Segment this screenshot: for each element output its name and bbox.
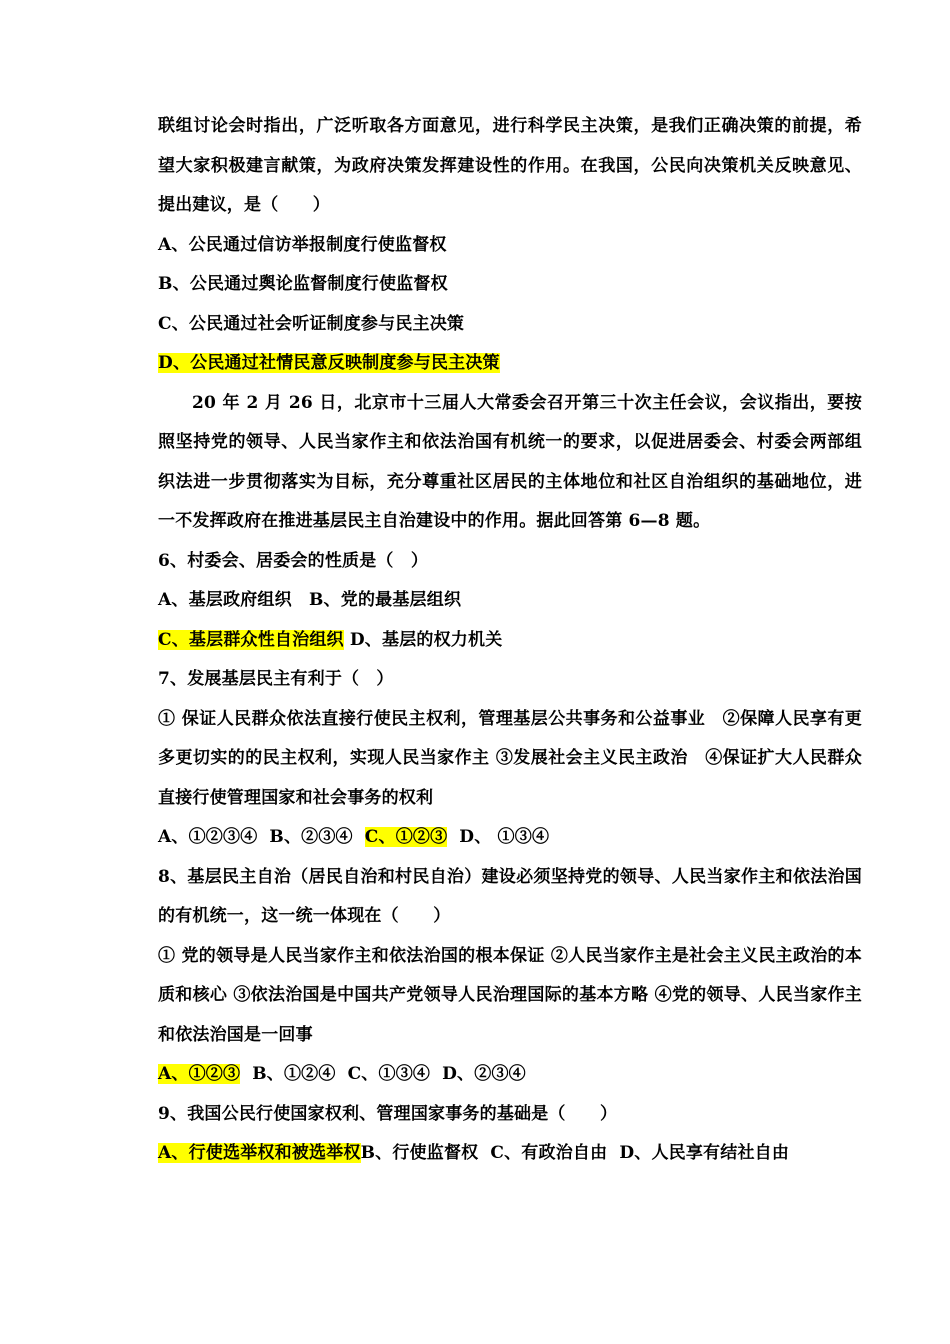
q8-option-b: B、①②④ (252, 1064, 336, 1084)
q8-option-a-answer: A、①②③ (158, 1064, 241, 1084)
q6-options-cd (158, 621, 862, 661)
q8-option-d: D、②③④ (442, 1064, 526, 1084)
q7-option-b: B、②③④ (269, 827, 353, 847)
q7-option-d: D、 ①③④ (459, 827, 550, 847)
q6-option-c-answer: C、基层群众性自治组织 (158, 629, 344, 650)
q9-option-c: C、有政治自由 (490, 1143, 608, 1163)
document-body (158, 107, 862, 1174)
q8-statements: ① 党的领导是人民当家作主和依法治国的根本保证 ②人民当家作主是社会主义民主政治的本质和核心 ③依法治国是中国共产党领导人民治理国际的基本方略 ④党的领导、人民当家作主和依法治国是一回事 (158, 945, 862, 1045)
q8-stem: 8、基层民主自治（居民自治和村民自治）建设必须坚持党的领导、人民当家作主和依法治国的有机统一，这一统一体现在（ ） (158, 866, 862, 926)
q6-option-d: D、基层的权力机关 (349, 629, 503, 650)
q9-options (158, 1134, 862, 1174)
q9-option-d: D、人民享有结社自由 (619, 1143, 790, 1163)
q8-option-c: C、①③④ (347, 1064, 431, 1084)
q5-option-c: C、公民通过社会听证制度参与民主决策 (158, 313, 465, 334)
q8-options (158, 1055, 862, 1095)
q9-option-a-answer: A、行使选举权和被选举权 (158, 1143, 361, 1163)
intro-paragraph-6-8: 20 年 2 月 26 日，北京市十三届人大常委会召开第三十次主任会议，会议指出，要按照坚持党的领导、人民当家作主和依法治国有机统一的要求，以促进居委会、村委会两部组织法进一步贯彻落实为目标，充分尊重社区居民的主体地位和社区自治组织的基础地位，进一不发挥政府在推进基层民主自治建设中的作用。据此回答第 6—8 题。 (158, 392, 862, 531)
q5-stem-continuation: 联组讨论会时指出，广泛听取各方面意见，进行科学民主决策，是我们正确决策的前提，希望大家积极建言献策，为政府决策发挥建设性的作用。在我国，公民向决策机关反映意见、提出建议，是（ ） (158, 116, 862, 215)
q9-option-b: B、行使监督权 (360, 1143, 479, 1163)
q9-stem: 9、我国公民行使国家权利、管理国家事务的基础是（ ） (158, 1103, 618, 1124)
q6-stem: 6、村委会、居委会的性质是（ ） (158, 550, 429, 571)
q7-statements: ① 保证人民群众依法直接行使民主权利，管理基层公共事务和公益事业 ②保障人民享有更多更切实的的民主权利，实现人民当家作主 ③发展社会主义民主政治 ④保证扩大人民群众直接行使管理国家和社会事务的权利 (158, 708, 862, 808)
q7-stem: 7、发展基层民主有利于（ ） (158, 669, 394, 689)
q5-option-a: A、公民通过信访举报制度行使监督权 (158, 234, 447, 255)
q5-option-b: B、公民通过舆论监督制度行使监督权 (158, 274, 448, 294)
q7-option-c-answer: C、①②③ (364, 827, 448, 847)
q7-option-a: A、①②③④ (158, 827, 258, 847)
q7-options (158, 818, 862, 858)
q6-options-ab: A、基层政府组织 B、党的最基层组织 (158, 590, 462, 610)
q5-option-d-answer: D、公民通过社情民意反映制度参与民主决策 (158, 353, 500, 373)
q5-option-d-line (158, 344, 862, 384)
